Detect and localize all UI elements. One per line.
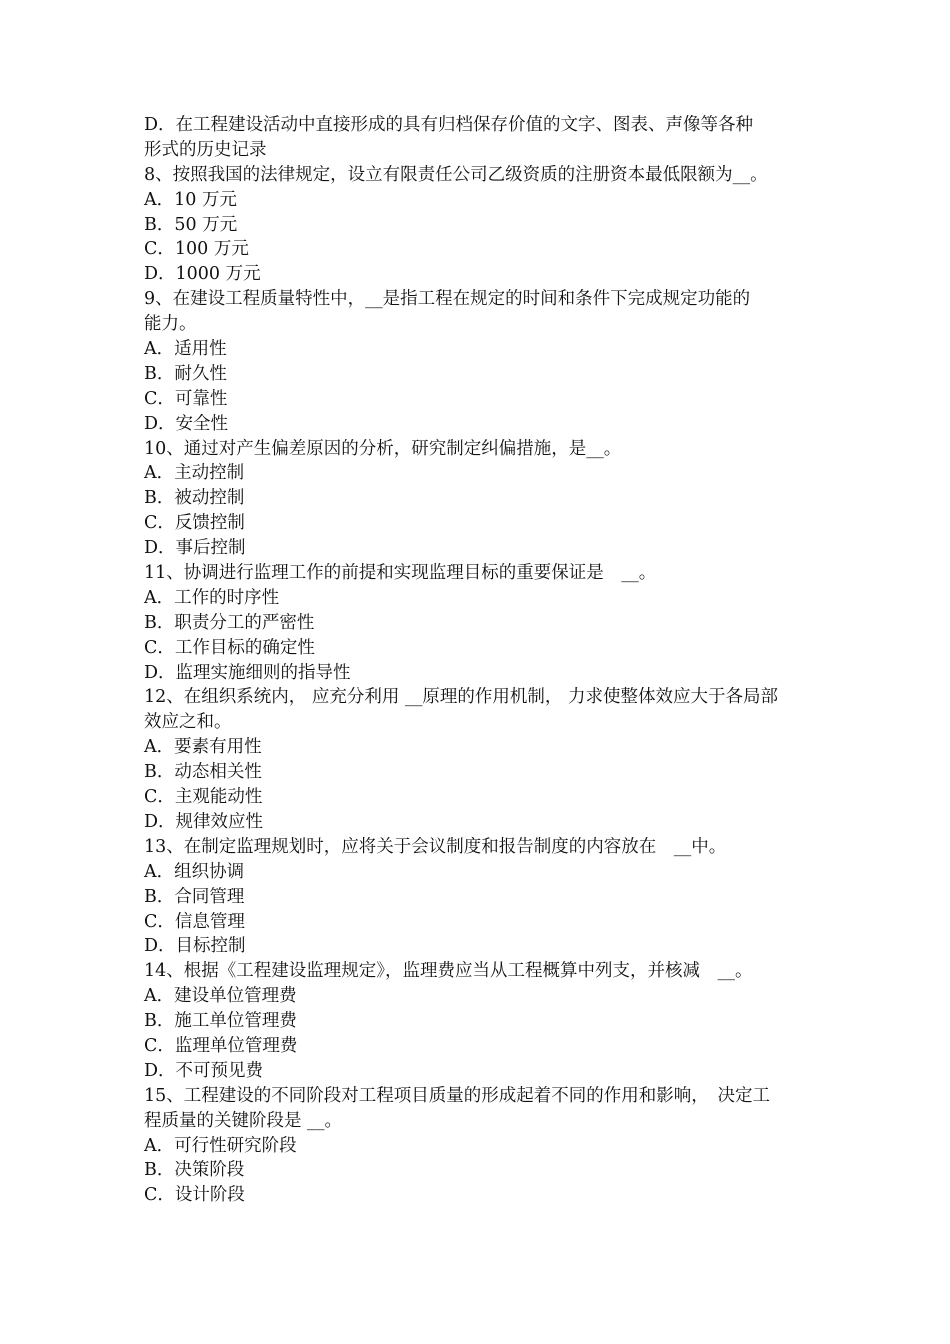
option-line: A．10 万元 bbox=[144, 189, 237, 210]
option-line: A．主动控制 bbox=[144, 463, 245, 484]
option-line: A．可行性研究阶段 bbox=[144, 1135, 297, 1156]
option-line: D．事后控制 bbox=[144, 538, 246, 559]
option-line: A．工作的时序性 bbox=[144, 587, 280, 608]
option-line: A．要素有用性 bbox=[144, 737, 262, 758]
option-line: B．50 万元 bbox=[144, 214, 238, 235]
question-12-text: 12、在组织系统内， 应充分利用 __原理的作用机制， 力求使整体效应大于各局部 bbox=[144, 687, 778, 708]
option-line: D．1000 万元 bbox=[144, 264, 261, 285]
question-9-text: 9、在建设工程质量特性中，__是指工程在规定的时间和条件下完成规定功能的 bbox=[144, 289, 751, 310]
question-11-text: 11、协调进行监理工作的前提和实现监理目标的重要保证是 __。 bbox=[144, 563, 657, 584]
question-14-text: 14、根据《工程建设监理规定》，监理费应当从工程概算中列支，并核减 __。 bbox=[144, 961, 753, 982]
question-13-text: 13、在制定监理规划时，应将关于会议制度和报告制度的内容放在 __中。 bbox=[144, 836, 727, 857]
option-line: A．适用性 bbox=[144, 339, 227, 360]
text-line: 形式的历史记录 bbox=[144, 139, 267, 160]
text-line: 效应之和。 bbox=[144, 712, 232, 733]
option-line: B．职责分工的严密性 bbox=[144, 612, 315, 633]
option-line: B．施工单位管理费 bbox=[144, 1011, 297, 1032]
question-10-text: 10、通过对产生偏差原因的分析，研究制定纠偏措施，是__。 bbox=[144, 438, 622, 459]
option-line: D．安全性 bbox=[144, 413, 229, 434]
option-line: B．被动控制 bbox=[144, 488, 245, 509]
option-line: C．100 万元 bbox=[144, 239, 249, 260]
option-line: A．组织协调 bbox=[144, 861, 245, 882]
option-line: C．信息管理 bbox=[144, 911, 245, 932]
option-line: C．可靠性 bbox=[144, 388, 228, 409]
option-line: A．建设单位管理费 bbox=[144, 986, 297, 1007]
option-line: D．规律效应性 bbox=[144, 811, 264, 832]
option-line: B．合同管理 bbox=[144, 886, 245, 907]
document-page bbox=[144, 113, 808, 1208]
option-line: B．耐久性 bbox=[144, 363, 227, 384]
option-line: C．工作目标的确定性 bbox=[144, 637, 315, 658]
option-line: B．决策阶段 bbox=[144, 1160, 245, 1181]
option-line: D．目标控制 bbox=[144, 936, 246, 957]
text-line: 能力。 bbox=[144, 314, 197, 335]
option-line: C．监理单位管理费 bbox=[144, 1035, 298, 1056]
option-line: B．动态相关性 bbox=[144, 762, 262, 783]
text-line: 程质量的关键阶段是 __。 bbox=[144, 1110, 343, 1131]
option-line: D．监理实施细则的指导性 bbox=[144, 662, 351, 683]
option-line: C．设计阶段 bbox=[144, 1185, 245, 1206]
option-line: C．主观能动性 bbox=[144, 787, 263, 808]
question-8-text: 8、按照我国的法律规定，设立有限责任公司乙级资质的注册资本最低限额为__。 bbox=[144, 164, 768, 185]
option-line: C．反馈控制 bbox=[144, 513, 245, 534]
question-15-text: 15、工程建设的不同阶段对工程项目质量的形成起着不同的作用和影响， 决定工 bbox=[144, 1085, 771, 1106]
text-line: D．在工程建设活动中直接形成的具有归档保存价值的文字、图表、声像等各种 bbox=[144, 115, 754, 135]
option-line: D．不可预见费 bbox=[144, 1060, 264, 1081]
